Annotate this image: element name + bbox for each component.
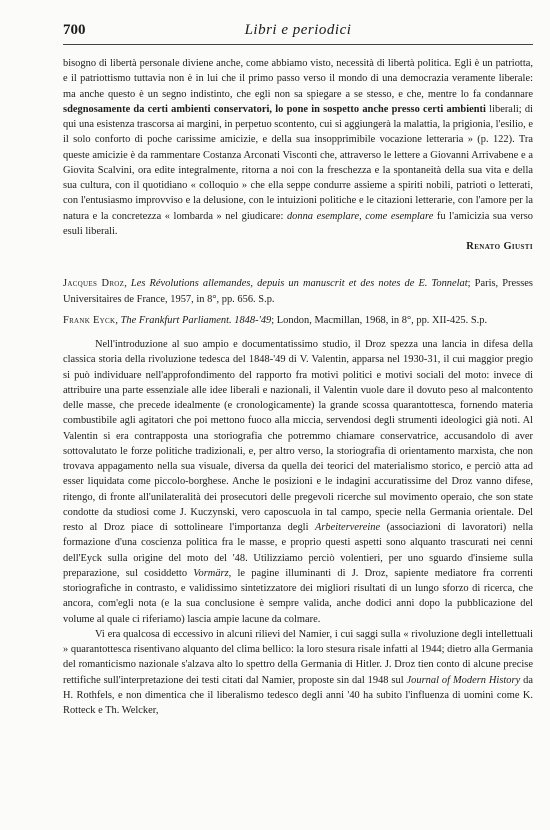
book-publication: ; London, Macmillan, 1968, in 8°, pp. XII-425. S.p.	[271, 314, 488, 326]
text-run: fu l'amicizia sua verso esuli liberali.	[63, 210, 533, 237]
bibliography-entry: Frank Eyck, The Frankfurt Parliament. 1848-'49; London, Macmillan, 1968, in 8°, pp. XII-425. S.p.	[63, 314, 488, 326]
review-paragraph	[63, 337, 533, 627]
text-run: (associazioni di lavoratori) nella formazione d'una coscienza politica fra le masse, e proprio questi aspetti sono alquanto trascurati nei cenni dell'Eyck sulla origine del moto del '48. Utilizziamo perciò volentieri, per uno sguardo d'insieme sulla preparazione, sul cosiddetto	[63, 522, 533, 579]
book-title: The Frankfurt Parliament. 1848-'49	[120, 314, 272, 326]
running-head: Libri e periodici	[244, 22, 352, 38]
text-run: liberali; di qui una esistenza trascorsa ai margini, in perpetuo scontento, cui si aggiungerà la malattia, la prigionia, l'esilio, e il solo conforto di poche carissime amicizie, e della sua insopprimibile vocazione letteraria » (p. 122). Tra queste amicizie è da rammentare Costanza Arconati Visconti che, attraverso le lettere a Giovanni Arrivabene e a Giovita Scalvini, ora edite integralmente, ritorna a noi con la freschezza e la spontaneità della sua vita e della sua cultura, con il quotidiano « colloquio » che ella seppe condurre assieme a spiriti nobili, patrioti o letterati, con l'entusiasmo improvviso e la delusione, con le intuizioni politiche e le citazioni letterarie, con l'amore per la natura e la concretezza « lombarda » nel giudicare:	[63, 103, 533, 222]
header-rule	[63, 44, 533, 45]
bold-text-run: sdegnosamente da certi ambienti conservatori, lo pone in sospetto anche presso certi ambienti	[63, 103, 486, 115]
text-run: da H. Rothfels, e non dimentica che il liberalismo tedesco degli anni '40 ha subito l'influenza di uomini come K. Rotteck e Th. Welcker,	[63, 674, 533, 716]
bibliography-entry: Jacques Droz, Les Révolutions allemandes, depuis un manuscrit et des notes de E. Tonnelat; Paris, Presses Universitaires de France, 1957, in 8°, pp. 656. S.p.	[63, 278, 533, 305]
book-title: Les Révolutions allemandes, depuis un manuscrit et des notes de E. Tonnelat	[130, 278, 468, 290]
text-run: Vi era qualcosa di eccessivo in alcuni rilievi del Namier, i cui saggi sulla « rivoluzione degli intellettuali » quarantottesca risentivano alquanto del clima bellico: la loro stesura risale infatti al 1944; dietro alla Germania del romanticismo nazionale s'alzava alto lo spettro della Germania di Hitler. J. Droz tien conto di alcune precise rettifiche sull'interpretazione dei testi citati dal Namier, proposte sin dal 1948 sul	[63, 628, 533, 686]
text-run: Nell'introduzione al suo ampio e documentatissimo studio, il Droz spezza una lancia in difesa della classica storia della rivoluzione tedesca del 1848-'49 di V. Valentin, apparsa nel 1930-31, il cui maggior pregio si può individuare nell'approfondimento del rapporto fra motivi politici e motivi sociali del moto: invece di attribuire una parte essenziale alle idee liberali e nazionali, il Valentin vuole dare il dovuto peso al malcontento delle masse, che precede idealmente (e cronologicamente) la grande scossa quarantottesca, fornendo materia combustibile agli agitatori che poi mettono fuoco alla miccia, servendosi degli strumenti ideologici già noti. Al Valentin si era contrapposta una storiografia che potremmo chiamare conservatrice, accusandolo di aver sottovalutato le forze politiche tradizionali, e, per altro verso, la storiografia di orientamento marxista, che non trovava appagamento nella sua visuale, diversa da quella dei teorici del materialismo storico, e perciò atta ad esser liquidata come piccolo-borghese. Anche le posizioni e le indagini accuratissime del Droz vanno difese, ritengo, di fronte all'unilateralità dei prosecutori delle pregevoli ricerche sul movimento operaio, che son state condotte da studiosi come J. Kuczynski, vero caposcuola in tal campo, specie nella Germania orientale. Del resto al Droz piace di sottolineare l'importanza degli	[63, 339, 533, 533]
text-run: , le pagine illuminanti di J. Droz, sapiente mediatore fra correnti storiografiche in contrasto, e validissimo sintetizzatore dei migliori risultati di un lungo sforzo di ricerca, che ancora, com'egli nota (e la sua conclusione è sempre valida, anche dodici anni dopo la pubblicazione del volume al quale ci riferiamo) lascia ampie lacune da colmare.	[63, 567, 534, 625]
book-author: Frank Eyck	[63, 314, 116, 326]
page-body	[63, 56, 533, 718]
page-header	[63, 22, 533, 46]
italic-text-run: Vormärz	[193, 567, 229, 579]
page-number: 700	[63, 22, 86, 38]
italic-text-run: donna esemplare, come esemplare	[286, 210, 434, 222]
italic-text-run: Journal of Modern History	[406, 674, 521, 686]
italic-text-run: Arbeitervereine	[314, 522, 381, 533]
book-author: Jacques Droz	[63, 278, 125, 290]
previous-review-conclusion	[63, 56, 533, 239]
text-run: bisogno di libertà personale diviene anche, come abbiamo visto, necessità di libertà politica. Egli è un patriotta, e il patriottismo tuttavia non è in lui che il primo passo verso il mondo di una democrazia veramente liberale: ma anche questo è un segno indistinto, che egli non sa spiegare a se stesso, e che, mentre lo fa condannare	[63, 58, 533, 100]
reviewer-signature: Renato Giusti	[466, 241, 533, 252]
book-publication: ; Paris, Presses Universitaires de France, 1957, in 8°, pp. 656. S.p.	[63, 278, 533, 305]
review-paragraph	[63, 627, 533, 719]
